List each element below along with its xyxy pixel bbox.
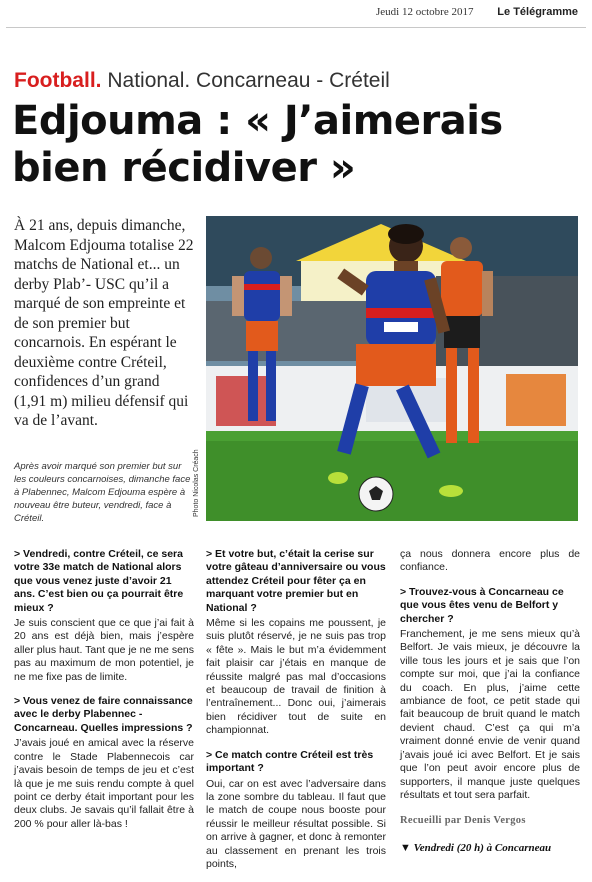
rubric-label: Football. [14, 69, 102, 92]
interview-column-1 [14, 548, 194, 831]
photo-caption: Après avoir marqué son premier but sur les couleurs concarnoises, dimanche face à Plabennec, Malcom Edjouma espère à nouveau être buteur, vendredi, face à Créteil. [14, 461, 191, 524]
answer-1: Je suis conscient que ce que j’ai fait à 20 ans est déjà bien, mais j’espère aller plus haut. Tant que je ne me sens pas au maximum de mon potentiel, je ne me fixe pas de limite. [14, 617, 194, 683]
interview-column-3 [400, 548, 580, 855]
answer-4-continued: ça nous donnera encore plus de confiance. [400, 548, 580, 574]
answer-5: Franchement, je me sens mieux qu’à Belfort. Je vais mieux, je découvre la ville tous les jours et je sais que l’on compte sur moi, que j’ai la confiance du coach. En plus, j’aime cette ambiance de foot, ce petit stade qui fait beaucoup de bruit quand le match devient chaud. C’est ça qui m’a vraiment donné envie de venir quand j’avais joué ici avec Belfort. Et je sais que l’on peut avoir encore plus de supporters, il manque juste quelques résultats et tout sera parfait. [400, 628, 580, 801]
interview-column-2 [206, 548, 386, 871]
question-3: > Et votre but, c’était la cerise sur votre gâteau d’anniversaire ou vous attendez Créteil pour fêter ça en marquant votre premier but en National ? [206, 548, 386, 614]
article-kicker [14, 69, 390, 93]
article-lead: À 21 ans, depuis dimanche, Malcom Edjouma totalise 22 matchs de National et... un derby Plab’- USC qu’il a marqué de son empreinte et de son premier but concarnois. En espérant le deuxième contre Créteil, confidences d’un grand (1,91 m) milieu défensif qui va de l’avant. [14, 217, 194, 429]
article-headline: Edjouma : « J’aimerais bien récidiver » [12, 98, 503, 191]
page-header [0, 6, 592, 20]
answer-3: Même si les copains me poussent, je suis plutôt réservé, je ne suis pas trop « fête ». Mais le but m’a évidemment fait plaisir car j’étais en manque de réussite malgré pas mal d’occasions et beaucoup de travail de finition à l’entraînement... Donc oui, j’aimerais bien récidiver tout de suite en championnat. [206, 617, 386, 737]
question-2: > Vous venez de faire connaissance avec le derby Plabennec - Concarneau. Quelles impressions ? [14, 695, 193, 734]
answer-4: Oui, car on est avec l’adversaire dans la zone sombre du tableau. Il faut que le match de coupe nous booste pour réussir le meilleur résultat possible. Si on arrive à gagner, et donc à remonter au classement en prenant les trois points, [206, 777, 386, 870]
kicker-text: National. Concarneau - Créteil [107, 69, 390, 92]
newspaper-brand: Le Télégramme [497, 6, 578, 18]
article-photo [206, 216, 578, 521]
issue-date: Jeudi 12 octobre 2017 [376, 6, 474, 18]
answer-2: J’avais joué en amical avec la réserve contre le Stade Plabennecois car j’avais besoin de temps de jeu et c’est là que je me suis rendu compte à quel point ce derby était important pour les deux clubs. Je savais qu’il fallait être à 200 % pour aller là-bas ! [14, 737, 194, 830]
next-match-info: ▼ Vendredi (20 h) à Concarneau [400, 841, 552, 854]
question-5: > Trouvez-vous à Concarneau ce que vous êtes venu de Belfort y chercher ? [400, 585, 564, 625]
byline: Recueilli par Denis Vergos [400, 815, 526, 827]
question-4: > Ce match contre Créteil est très important ? [206, 748, 374, 775]
photo-credit: Photo Nicolas Créach [193, 449, 200, 517]
question-1: > Vendredi, contre Créteil, ce sera votre 33e match de National alors que vous venez juste d’avoir 21 ans. C’est bien ou ça pourrait être mieux ? [14, 548, 184, 614]
header-divider [6, 27, 586, 28]
football-match-photo [206, 216, 578, 521]
